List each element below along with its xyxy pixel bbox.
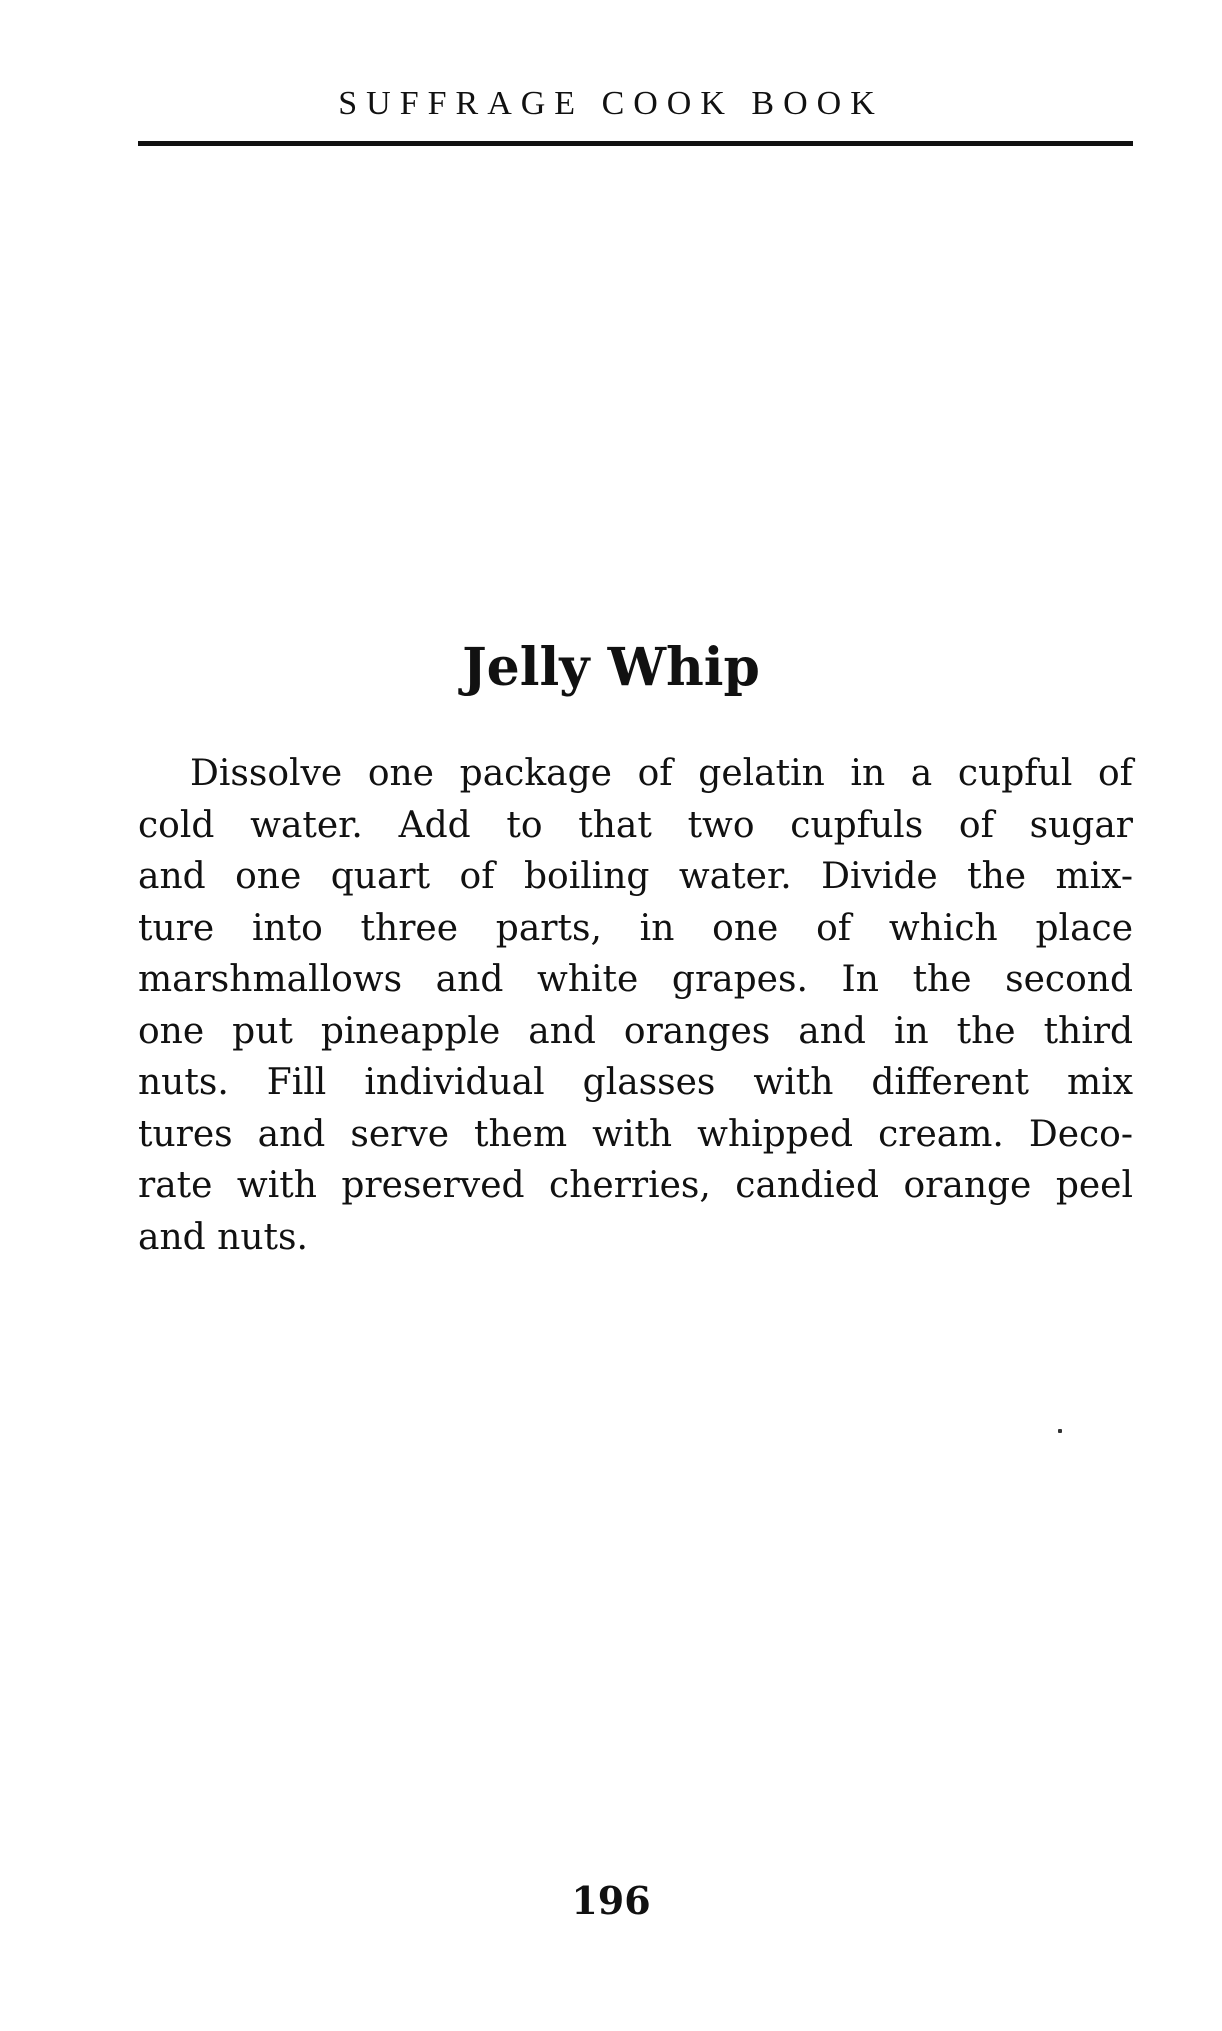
recipe-line: marshmallows and white grapes. In the second (138, 959, 1133, 1000)
recipe-line: tures and serve them with whipped cream. Deco- (138, 1113, 1133, 1155)
recipe-line: rate with preserved cherries, candied orange peel (138, 1165, 1133, 1206)
recipe-line: cold water. Add to that two cupfuls of sugar (138, 804, 1133, 846)
recipe-line: ture into three parts, in one of which place (138, 907, 1133, 949)
recipe-line: one put pineapple and oranges and in the third (138, 1010, 1133, 1052)
recipe-line: nuts. Fill individual glasses with different mix (138, 1062, 1133, 1103)
recipe-line: and one quart of boiling water. Divide the mix- (138, 856, 1133, 897)
recipe-title: Jelly Whip (462, 637, 760, 698)
recipe-body (138, 748, 1133, 1263)
recipe-line: and nuts. (138, 1216, 308, 1258)
recipe-line: Dissolve one package of gelatin in a cupful of (190, 753, 1133, 794)
ink-speck (1058, 1429, 1062, 1433)
header-rule (138, 141, 1133, 146)
running-head: SUFFRAGE COOK BOOK (338, 85, 884, 122)
page-number: 196 (571, 1878, 651, 1923)
